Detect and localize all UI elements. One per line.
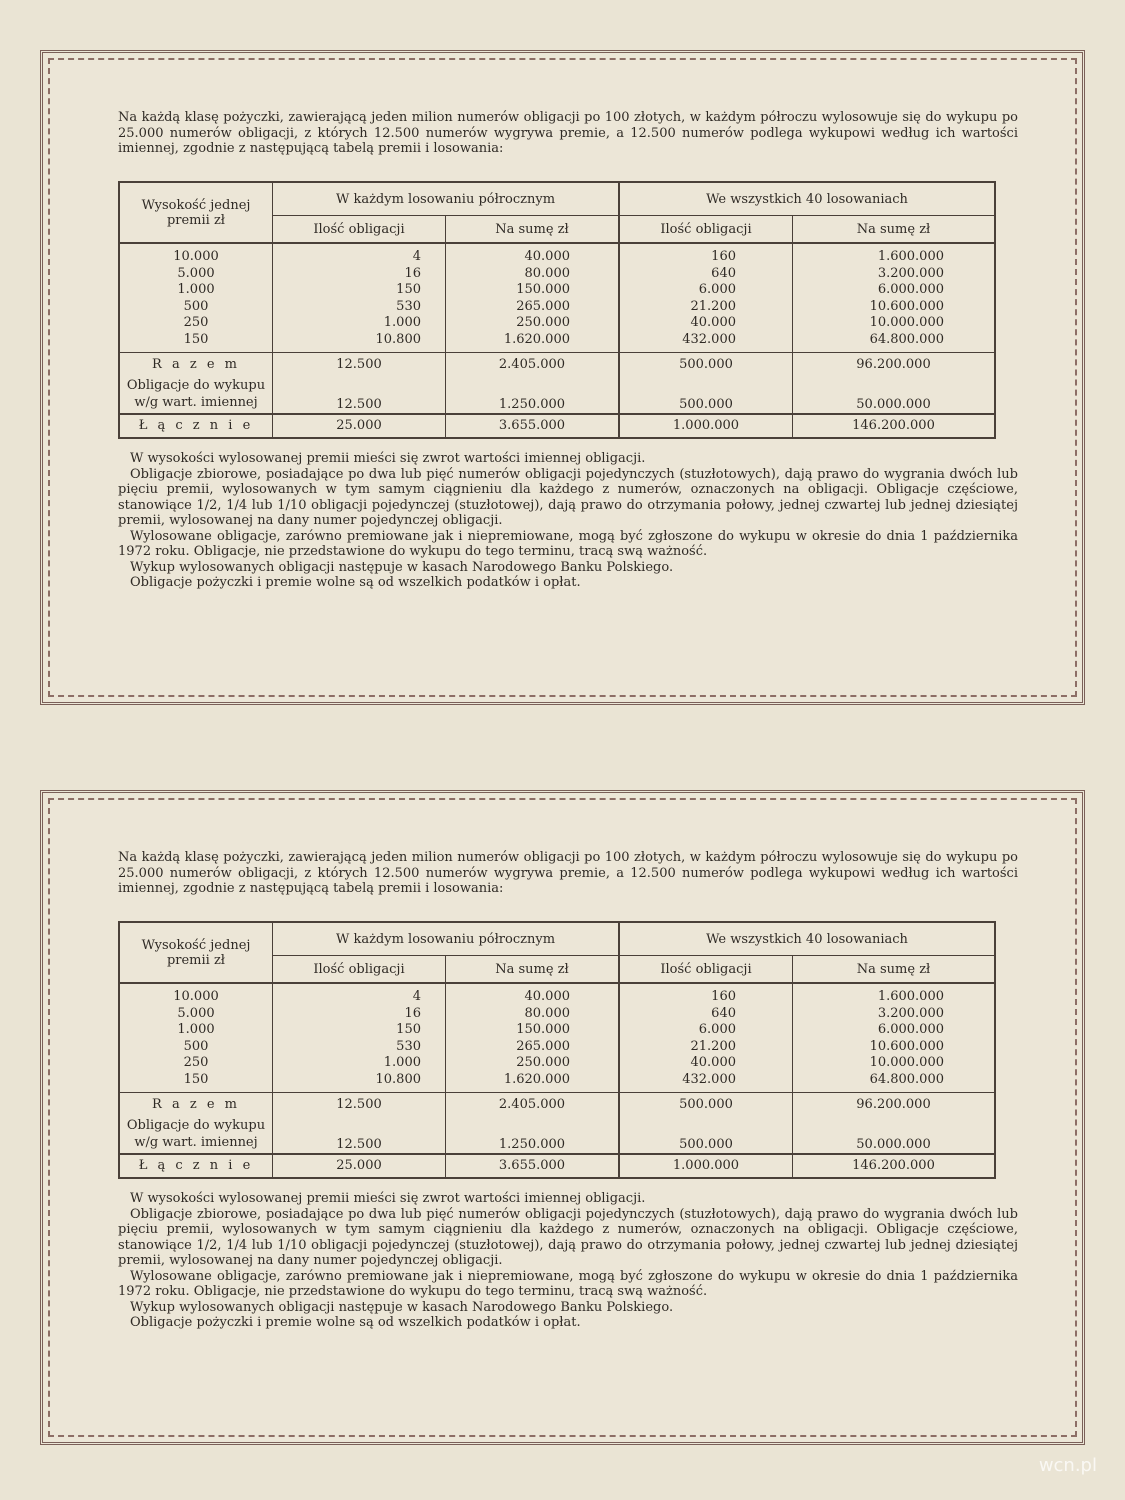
col-all-sum-header: Na sumę zł xyxy=(793,956,996,984)
group-all-header: We wszystkich 40 losowaniach xyxy=(619,182,995,216)
table-row: 10.000 4 40.000 160 1.600.000 xyxy=(119,243,995,266)
table-row: 150 10.800 1.620.000 432.000 64.800.000 xyxy=(119,332,995,353)
table-row-wykup: Obligacje do wykupu w/g wart. imiennej 12.500 1.250.000 500.000 50.000.000 xyxy=(119,377,995,414)
table-row: 250 1.000 250.000 40.000 10.000.000 xyxy=(119,315,995,332)
table-row: 5.000 16 80.000 640 3.200.000 xyxy=(119,266,995,283)
notes-text: W wysokości wylosowanej premii mieści się zwrot wartości imiennej obligacji. Obligacje zbiorowe, posiadające po dwa lub pięć numerów obligacji pojedynczych (stuzłotowych), dają prawo do wygrania dwóch lub pięciu premii, wylosowanych w tym samym ciągnieniu dla każdego z numerów, oznaczonych na obligacji. Obligacje częściowe, stanowiące 1/2, 1/4 lub 1/10 obligacji pojedynczej (stuzłotowej), dają prawo do otrzymania połowy, jednej czwartej lub jednej dziesiątej premii, wylosowanej na dany numer pojedynczej obligacji. Wylosowane obligacje, zarówno premiowane jak i niepremiowane, mogą być zgłoszone do wykupu w okresie do dnia 1 października 1972 roku. Obligacje, nie przedstawione do wykupu do tego terminu, tracą swą ważność. Wykup wylosowanych obligacji następuje w kasach Narodowego Banku Polskiego. Obligacje pożyczki i premie wolne są od wszelkich podatków i opłat. xyxy=(118,451,1018,590)
col-all-count-header: Ilość obligacji xyxy=(619,956,793,984)
table-row: 1.000 150 150.000 6.000 6.000.000 xyxy=(119,1022,995,1039)
table-row: 10.000 4 40.000 160 1.600.000 xyxy=(119,983,995,1006)
col-half-sum-header: Na sumę zł xyxy=(446,216,620,244)
table-row: 5.000 16 80.000 640 3.200.000 xyxy=(119,1006,995,1023)
intro-text: Na każdą klasę pożyczki, zawierającą jeden milion numerów obligacji po 100 złotych, w każdym półroczu wylosowuje się do wykupu po 25.000 numerów obligacji, z których 12.500 numerów wygrywa premie, a 12.500 numerów podlega wykupowi według ich wartości imiennej, zgodnie z następującą tabelą premii i losowania: xyxy=(118,850,1018,896)
group-half-header: W każdym losowaniu półrocznym xyxy=(273,182,620,216)
table-row-razem: R a z e m 12.500 2.405.000 500.000 96.200.000 xyxy=(119,353,995,378)
table-row: 150 10.800 1.620.000 432.000 64.800.000 xyxy=(119,1072,995,1093)
col-all-count-header: Ilość obligacji xyxy=(619,216,793,244)
notes-text: W wysokości wylosowanej premii mieści się zwrot wartości imiennej obligacji. Obligacje zbiorowe, posiadające po dwa lub pięć numerów obligacji pojedynczych (stuzłotowych), dają prawo do wygrania dwóch lub pięciu premii, wylosowanych w tym samym ciągnieniu dla każdego z numerów, oznaczonych na obligacji. Obligacje częściowe, stanowiące 1/2, 1/4 lub 1/10 obligacji pojedynczej (stuzłotowej), dają prawo do otrzymania połowy, jednej czwartej lub jednej dziesiątej premii, wylosowanej na dany numer pojedynczej obligacji. Wylosowane obligacje, zarówno premiowane jak i niepremiowane, mogą być zgłoszone do wykupu w okresie do dnia 1 października 1972 roku. Obligacje, nie przedstawione do wykupu do tego terminu, tracą swą ważność. Wykup wylosowanych obligacji następuje w kasach Narodowego Banku Polskiego. Obligacje pożyczki i premie wolne są od wszelkich podatków i opłat. xyxy=(118,1191,1018,1330)
col-half-sum-header: Na sumę zł xyxy=(446,956,620,984)
table-row-razem: R a z e m 12.500 2.405.000 500.000 96.200.000 xyxy=(119,1093,995,1118)
table-row-lacznie: Ł ą c z n i e 25.000 3.655.000 1.000.000 146.200.000 xyxy=(119,1154,995,1178)
table-row: 250 1.000 250.000 40.000 10.000.000 xyxy=(119,1055,995,1072)
prize-table xyxy=(118,181,996,439)
table-row: 1.000 150 150.000 6.000 6.000.000 xyxy=(119,282,995,299)
group-half-header: W każdym losowaniu półrocznym xyxy=(273,922,620,956)
bond-panel-top xyxy=(40,50,1085,705)
table-row: 500 530 265.000 21.200 10.600.000 xyxy=(119,1039,995,1056)
col-prize-header: Wysokość jednej premii zł xyxy=(119,182,273,243)
intro-text: Na każdą klasę pożyczki, zawierającą jeden milion numerów obligacji po 100 złotych, w każdym półroczu wylosowuje się do wykupu po 25.000 numerów obligacji, z których 12.500 numerów wygrywa premie, a 12.500 numerów podlega wykupowi według ich wartości imiennej, zgodnie z następującą tabelą premii i losowania: xyxy=(118,110,1018,156)
col-half-count-header: Ilość obligacji xyxy=(273,216,446,244)
table-row: 500 530 265.000 21.200 10.600.000 xyxy=(119,299,995,316)
col-all-sum-header: Na sumę zł xyxy=(793,216,996,244)
bond-panel-bottom xyxy=(40,790,1085,1445)
table-row-wykup: Obligacje do wykupu w/g wart. imiennej 12.500 1.250.000 500.000 50.000.000 xyxy=(119,1117,995,1154)
group-all-header: We wszystkich 40 losowaniach xyxy=(619,922,995,956)
col-half-count-header: Ilość obligacji xyxy=(273,956,446,984)
prize-table xyxy=(118,921,996,1179)
col-prize-header: Wysokość jednej premii zł xyxy=(119,922,273,983)
watermark: wcn.pl xyxy=(1038,1455,1097,1476)
table-row-lacznie: Ł ą c z n i e 25.000 3.655.000 1.000.000 146.200.000 xyxy=(119,414,995,438)
